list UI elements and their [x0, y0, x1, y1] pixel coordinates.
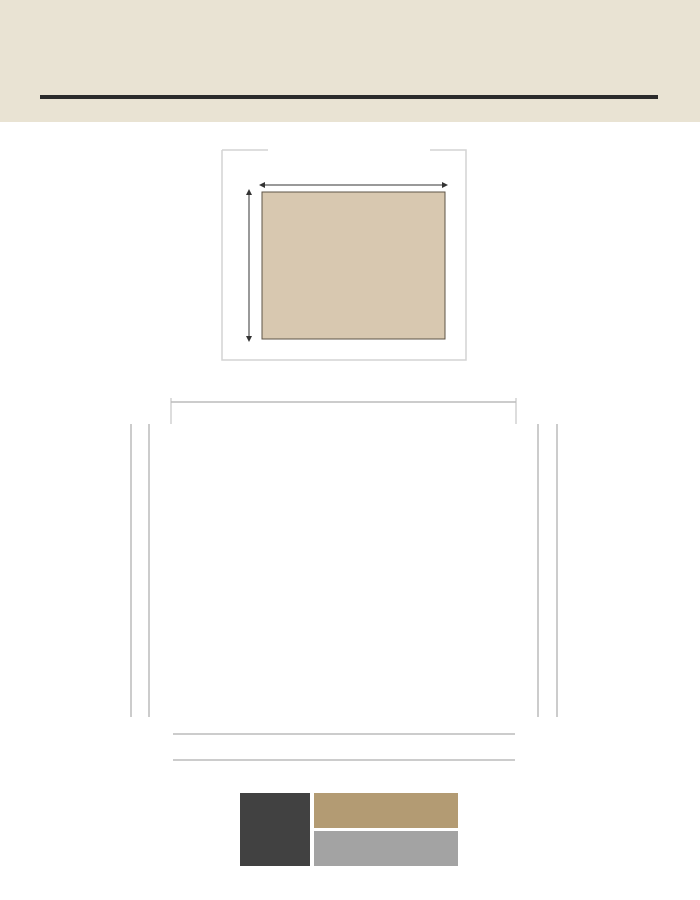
width-spec-badge — [314, 793, 458, 828]
length-spec-badge — [314, 831, 458, 866]
deck-title-text — [336, 142, 352, 158]
deck-size-figure — [222, 150, 466, 360]
plan-dimensions — [131, 398, 557, 760]
deck-title — [222, 142, 466, 158]
deck-board-area — [262, 192, 445, 339]
pitch-badge — [240, 793, 310, 866]
foundation-plan — [131, 398, 557, 760]
